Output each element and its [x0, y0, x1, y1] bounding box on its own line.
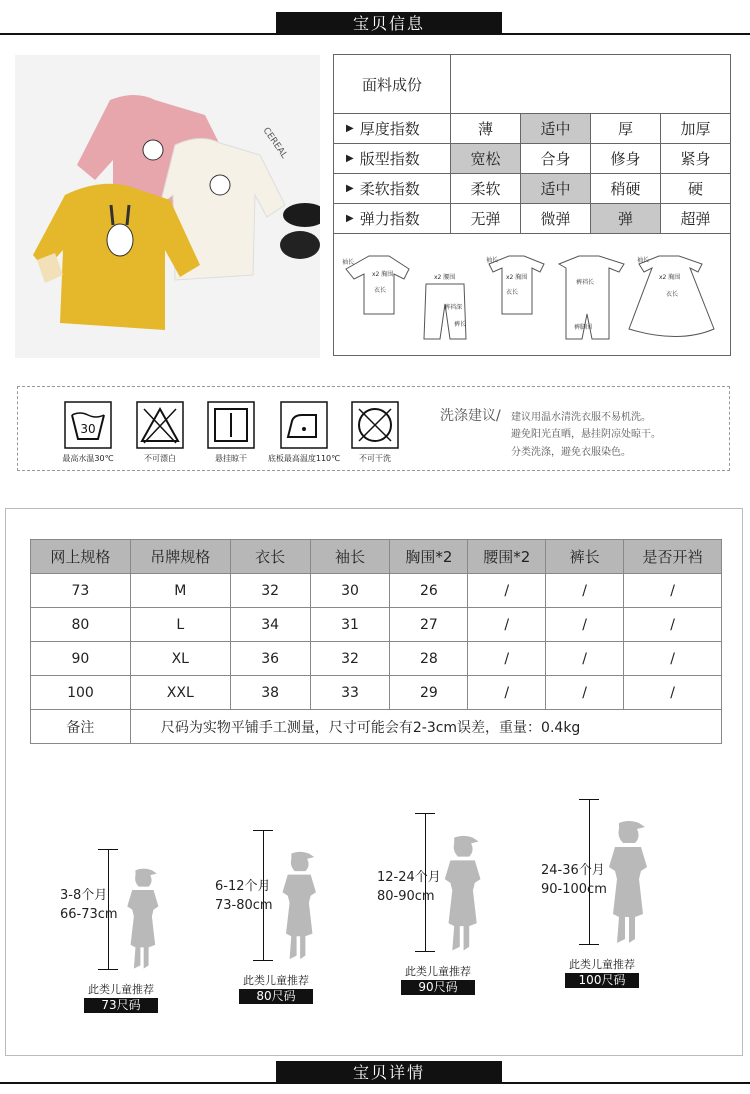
- size-header-cell: 腰围*2: [468, 540, 546, 574]
- info-row: [334, 144, 730, 174]
- size-header-cell: 袖长: [310, 540, 390, 574]
- recommend-text: 此类儿童推荐: [569, 958, 635, 971]
- kid-size-guide: [56, 834, 216, 1054]
- section-header-info: [0, 12, 750, 38]
- height-ruler: [263, 830, 264, 960]
- triangle-icon: ▶: [346, 123, 354, 134]
- diagram-label: 袖长: [637, 257, 650, 264]
- info-option: 紧身: [680, 150, 711, 168]
- size-cell: 26: [390, 574, 468, 608]
- size-cell: 36: [230, 642, 310, 676]
- size-cell: 29: [390, 676, 468, 710]
- section-title-info: 宝贝信息: [276, 12, 502, 35]
- diagram-label: 袖长: [486, 257, 499, 264]
- diagram-label: 裤脚围: [574, 324, 593, 331]
- size-cell: 28: [390, 642, 468, 676]
- wash-label: 不可干洗: [359, 454, 391, 463]
- ruler-tick: [415, 951, 435, 952]
- child-silhouette-icon: [441, 834, 484, 952]
- triangle-icon: ▶: [346, 153, 354, 164]
- fabric-row: [334, 55, 730, 114]
- wash-label: 悬挂晾干: [215, 454, 247, 463]
- info-option: 微弹: [521, 204, 591, 233]
- wash-temp: 30: [80, 422, 96, 436]
- info-option: 修身: [591, 144, 661, 173]
- size-header-cell: 胸围*2: [390, 540, 468, 574]
- recommend-text: 此类儿童推荐: [243, 974, 309, 987]
- kid-size-guide: [537, 809, 697, 1029]
- size-cell: 34: [230, 608, 310, 642]
- kid-size-guide: [211, 825, 371, 1045]
- size-cell: /: [624, 642, 722, 676]
- recommend-text: 此类儿童推荐: [88, 983, 154, 996]
- note-label: 备注: [31, 710, 131, 744]
- bunny-print-icon: [107, 224, 133, 256]
- info-option-selected: 适中: [521, 174, 591, 203]
- wash-30-icon: [64, 401, 112, 449]
- info-row: [334, 114, 730, 144]
- size-cell: /: [546, 676, 624, 710]
- size-cell: M: [130, 574, 230, 608]
- size-table: [30, 539, 722, 744]
- kid-size-guide: [373, 816, 533, 1036]
- size-cell: 80: [31, 608, 131, 642]
- info-row-label: [334, 144, 451, 173]
- diagram-label: x2 腰围: [434, 274, 456, 281]
- size-cell: /: [468, 608, 546, 642]
- wash-label: 不可漂白: [144, 454, 176, 463]
- diagram-label: x2 胸围: [659, 274, 681, 281]
- size-header-cell: 吊牌规格: [130, 540, 230, 574]
- size-header-cell: 是否开裆: [624, 540, 722, 574]
- diagram-label: 裤裆长: [576, 279, 595, 286]
- fabric-value: [451, 55, 730, 113]
- diagram-label: 裤长: [454, 321, 467, 328]
- no-bleach-icon: [136, 401, 184, 449]
- info-option: 硬: [687, 180, 703, 198]
- diagram-label: 衣长: [666, 291, 679, 298]
- iron-icon: [280, 401, 328, 449]
- table-row: [31, 608, 722, 642]
- size-cell: XL: [130, 642, 230, 676]
- diagram-label: x2 胸围: [372, 271, 394, 278]
- shirt-diagram: [346, 256, 409, 314]
- advice-title: 洗涤建议/: [440, 408, 501, 424]
- shirt-diagram: [489, 256, 544, 314]
- info-option: 加厚: [680, 120, 711, 138]
- table-row: [31, 642, 722, 676]
- size-cell: 32: [230, 574, 310, 608]
- size-cell: 38: [230, 676, 310, 710]
- wash-label: 底板最高温度110℃: [267, 454, 341, 463]
- size-cell: 33: [310, 676, 390, 710]
- info-row-label-text: 厚度指数: [359, 120, 420, 138]
- size-cell: /: [624, 574, 722, 608]
- note-text: 尺码为实物平铺手工测量，尺寸可能会有2-3cm误差，重量：0.4kg: [130, 710, 721, 744]
- size-section: [5, 508, 743, 1056]
- size-cell: /: [546, 608, 624, 642]
- shoe-icon: [280, 231, 320, 259]
- kid-age: 3-8个月: [60, 888, 108, 903]
- size-cell: 100: [31, 676, 131, 710]
- info-row-label-text: 版型指数: [359, 150, 420, 168]
- kid-height: 66-73cm: [60, 907, 118, 922]
- kid-height: 80-90cm: [377, 889, 435, 904]
- section-header-details: [0, 1061, 750, 1087]
- size-cell: 30: [310, 574, 390, 608]
- wash-label: 最高水温30℃: [62, 454, 114, 463]
- hang-dry-icon: [207, 401, 255, 449]
- size-cell: /: [468, 574, 546, 608]
- size-cell: 32: [310, 642, 390, 676]
- bunny-print-icon: [210, 175, 230, 195]
- kid-height: 90-100cm: [541, 882, 607, 897]
- no-dry-clean-icon: [351, 401, 399, 449]
- table-row: [31, 676, 722, 710]
- ruler-tick: [579, 944, 599, 945]
- size-cell: 31: [310, 608, 390, 642]
- size-cell: /: [468, 676, 546, 710]
- size-tag: 80尺码: [239, 989, 313, 1004]
- info-option: 合身: [521, 144, 591, 173]
- info-option: 薄: [451, 114, 521, 143]
- size-cell: L: [130, 608, 230, 642]
- triangle-icon: ▶: [346, 213, 354, 224]
- size-cell: 90: [31, 642, 131, 676]
- child-silhouette-icon: [279, 850, 319, 960]
- info-option-selected: 宽松: [451, 144, 521, 173]
- cereal-text: CEREAL: [260, 125, 289, 161]
- size-tag: 100尺码: [565, 973, 639, 988]
- kid-height: 73-80cm: [215, 898, 273, 913]
- size-cell: 73: [31, 574, 131, 608]
- kid-age: 6-12个月: [215, 879, 271, 894]
- info-option: 无弹: [451, 204, 521, 233]
- section-title-details: 宝贝详情: [276, 1061, 502, 1084]
- size-cell: /: [468, 642, 546, 676]
- diagram-label: 衣长: [374, 287, 387, 294]
- info-row-label: [334, 114, 451, 143]
- size-cell: /: [624, 608, 722, 642]
- info-option: 超弹: [680, 210, 711, 228]
- size-table-header: [31, 540, 722, 574]
- size-cell: 27: [390, 608, 468, 642]
- size-cell: /: [546, 574, 624, 608]
- advice-line: 避免阳光直晒，悬挂阴凉处晾干。: [511, 429, 661, 440]
- info-row-label: [334, 204, 451, 233]
- size-header-cell: 裤长: [546, 540, 624, 574]
- size-tag: 90尺码: [401, 980, 475, 995]
- size-tag: 73尺码: [84, 998, 158, 1013]
- kid-age: 12-24个月: [377, 870, 441, 885]
- size-header-cell: 衣长: [230, 540, 310, 574]
- info-table: [333, 54, 731, 356]
- product-illustration: [15, 55, 320, 358]
- diagram-label: 衣长: [506, 289, 519, 296]
- child-silhouette-icon: [605, 819, 651, 944]
- triangle-icon: ▶: [346, 183, 354, 194]
- measure-diagrams-svg: [334, 234, 730, 356]
- diagram-label: 裤裆深: [444, 304, 463, 311]
- pants-diagram: [424, 284, 466, 339]
- ruler-tick: [98, 969, 118, 970]
- product-photo: [15, 55, 320, 358]
- info-option-selected: 适中: [521, 114, 591, 143]
- info-option: 柔软: [451, 174, 521, 203]
- size-header-cell: 网上规格: [31, 540, 131, 574]
- ruler-tick: [253, 960, 273, 961]
- info-row-label: [334, 174, 451, 203]
- size-cell: /: [546, 642, 624, 676]
- diagram-label: 袖长: [342, 259, 355, 266]
- info-row-label-text: 弹力指数: [359, 210, 420, 228]
- advice-line: 分类洗涤，避免衣服染色。: [511, 447, 631, 458]
- child-silhouette-icon: [124, 867, 162, 970]
- measure-diagrams: [334, 234, 730, 355]
- note-row: [31, 710, 722, 744]
- diagram-label: x2 胸围: [506, 274, 528, 281]
- shoe-icon: [283, 203, 320, 227]
- info-row-label-text: 柔软指数: [359, 180, 420, 198]
- info-option-selected: 弹: [591, 204, 661, 233]
- wash-care: [17, 386, 730, 471]
- info-option: 稍硬: [591, 174, 661, 203]
- info-row: [334, 174, 730, 204]
- size-cell: /: [624, 676, 722, 710]
- size-cell: XXL: [130, 676, 230, 710]
- recommend-text: 此类儿童推荐: [405, 965, 471, 978]
- fabric-label: 面料成份: [334, 55, 451, 113]
- info-row: [334, 204, 730, 234]
- advice-line: 建议用温水清洗衣服不易机洗。: [511, 412, 651, 423]
- kid-age: 24-36个月: [541, 863, 605, 878]
- bunny-print-icon: [143, 140, 163, 160]
- info-option: 厚: [591, 114, 661, 143]
- table-row: [31, 574, 722, 608]
